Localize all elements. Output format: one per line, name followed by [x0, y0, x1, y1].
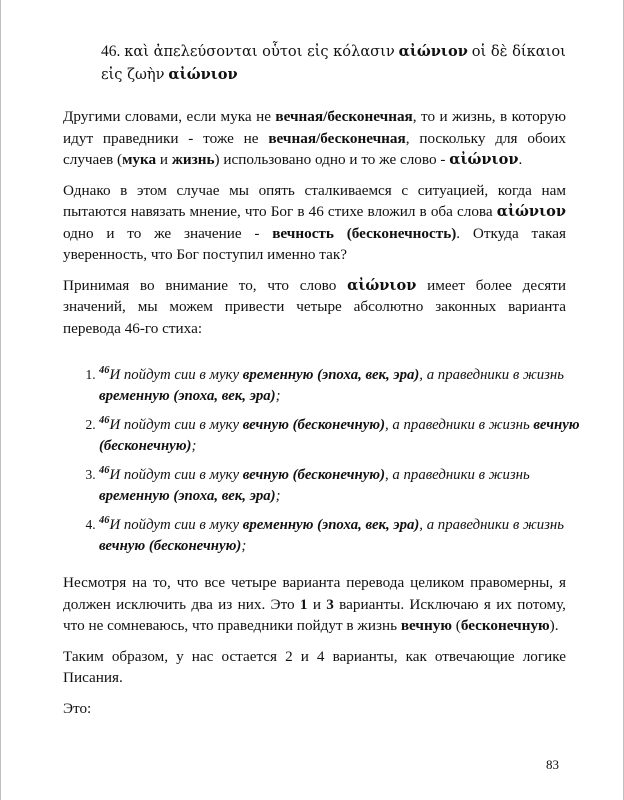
text-run: , а праведники в жизнь: [385, 466, 530, 483]
bold-run: вечная/бесконечная: [268, 129, 406, 147]
body-text: [63, 106, 566, 348]
text-run: варианты. Исключаю я их потому, что не сомневаюсь, что праведники пойдут в жизнь: [63, 595, 566, 634]
bold-run: временную (эпоха, век, эра): [242, 516, 420, 533]
paragraph-5: Таким образом, у нас остается 2 и 4 варианты, как отвечающие логике Писания.: [63, 647, 566, 686]
text-run: , а праведники в жизнь: [419, 516, 564, 533]
text-run: Однако в этом случае мы опять сталкиваемся с ситуацией, когда нам пытаются навязать мнение, что Бог в 46 стихе вложил в оба слова: [63, 181, 566, 220]
bold-run: вечную (бесконечную): [242, 416, 386, 433]
text-run: Другими словами, если мука не: [63, 108, 276, 125]
verse-text-1: καὶ ἀπελεύσονται οὗτοι εἰς κόλασιν: [124, 43, 395, 60]
text-run: Принимая во внимание то, что слово: [63, 276, 348, 294]
text-run: и: [156, 151, 172, 168]
text-run: одно и то же значение -: [63, 224, 273, 242]
list-item: [99, 460, 599, 508]
list-item: [99, 410, 599, 458]
variants-list: [63, 360, 599, 560]
bold-run: временную (эпоха, век, эра): [242, 366, 420, 383]
text-run: ;: [275, 488, 281, 505]
greek-verse: [101, 40, 571, 86]
text-run: имеет более десяти значений, мы можем привести четыре абсолютно законных варианта перевода 46-го стиха:: [63, 276, 566, 337]
text-run: И пойдут сии в муку: [109, 466, 243, 483]
paragraph-6: Это:: [63, 699, 92, 717]
text-run: , а праведники в жизнь: [385, 416, 534, 433]
text-run: . Откуда такая уверенность, что Бог поступил именно так?: [63, 224, 566, 263]
text-run: , поскольку для обоих случаев (: [63, 129, 566, 168]
bold-run: 3: [326, 595, 334, 613]
paragraph-1: [63, 106, 566, 171]
text-run: , а праведники в жизнь: [419, 366, 564, 383]
verse-word-1: αἰώνιον: [398, 43, 468, 60]
text-run: Несмотря на то, что все четыре варианта перевода целиком правомерны, я должен исключить два из них. Это: [63, 574, 566, 613]
list-item: [99, 510, 599, 558]
bold-run: бесконечную: [460, 617, 550, 634]
bold-run: временную (эпоха, век, эра): [99, 488, 276, 505]
bold-run: вечную (бесконечную): [242, 466, 386, 483]
bold-run: вечность (бесконечность): [272, 224, 457, 242]
text-run: И пойдут сии в муку: [109, 366, 243, 383]
verse-superscript: 46: [99, 514, 110, 526]
paragraph-3: [63, 275, 566, 340]
verse-superscript: 46: [99, 365, 110, 376]
bold-run: жизнь: [171, 151, 215, 168]
bold-run: мука: [122, 151, 157, 168]
verse-superscript: 46: [99, 414, 110, 426]
verse-text-2: οἱ δὲ δίκαιοι εἰς ζωὴν: [101, 43, 566, 83]
verse-superscript: 46: [99, 464, 110, 476]
text-run: .: [518, 151, 523, 168]
text-run: ) использовано одно и то же слово -: [214, 151, 450, 168]
list-item: [99, 360, 599, 408]
text-run: ;: [275, 388, 281, 405]
greek-word: αἰώνιον: [496, 203, 566, 220]
paragraph-4: [63, 572, 566, 637]
bold-run: вечная/бесконечная: [275, 108, 413, 125]
bold-run: временную (эпоха, век, эра): [99, 388, 276, 405]
paragraph-2: [63, 180, 566, 266]
conclusion-text: [63, 572, 566, 728]
bold-run: 1: [299, 595, 308, 613]
greek-word: αἰώνιον: [449, 151, 519, 168]
bold-run: вечную (бесконечную): [99, 538, 242, 555]
greek-word: αἰώνιον: [347, 276, 417, 294]
text-run: ;: [191, 438, 197, 455]
text-run: ;: [241, 538, 247, 555]
text-run: И пойдут сии в муку: [109, 416, 243, 433]
verse-number: 46.: [101, 43, 121, 60]
bold-run: вечную: [400, 617, 452, 634]
text-run: И пойдут сии в муку: [109, 516, 243, 533]
text-run: , то и жизнь, в которую идут праведники - тоже не: [63, 108, 566, 147]
page-number: 83: [546, 757, 559, 772]
verse-word-2: αἰώνιον: [168, 66, 238, 83]
bold-run: вечную (бесконечную): [99, 416, 580, 455]
text-run: и: [307, 595, 327, 613]
text-run: (: [451, 617, 461, 634]
text-run: ).: [549, 617, 559, 634]
